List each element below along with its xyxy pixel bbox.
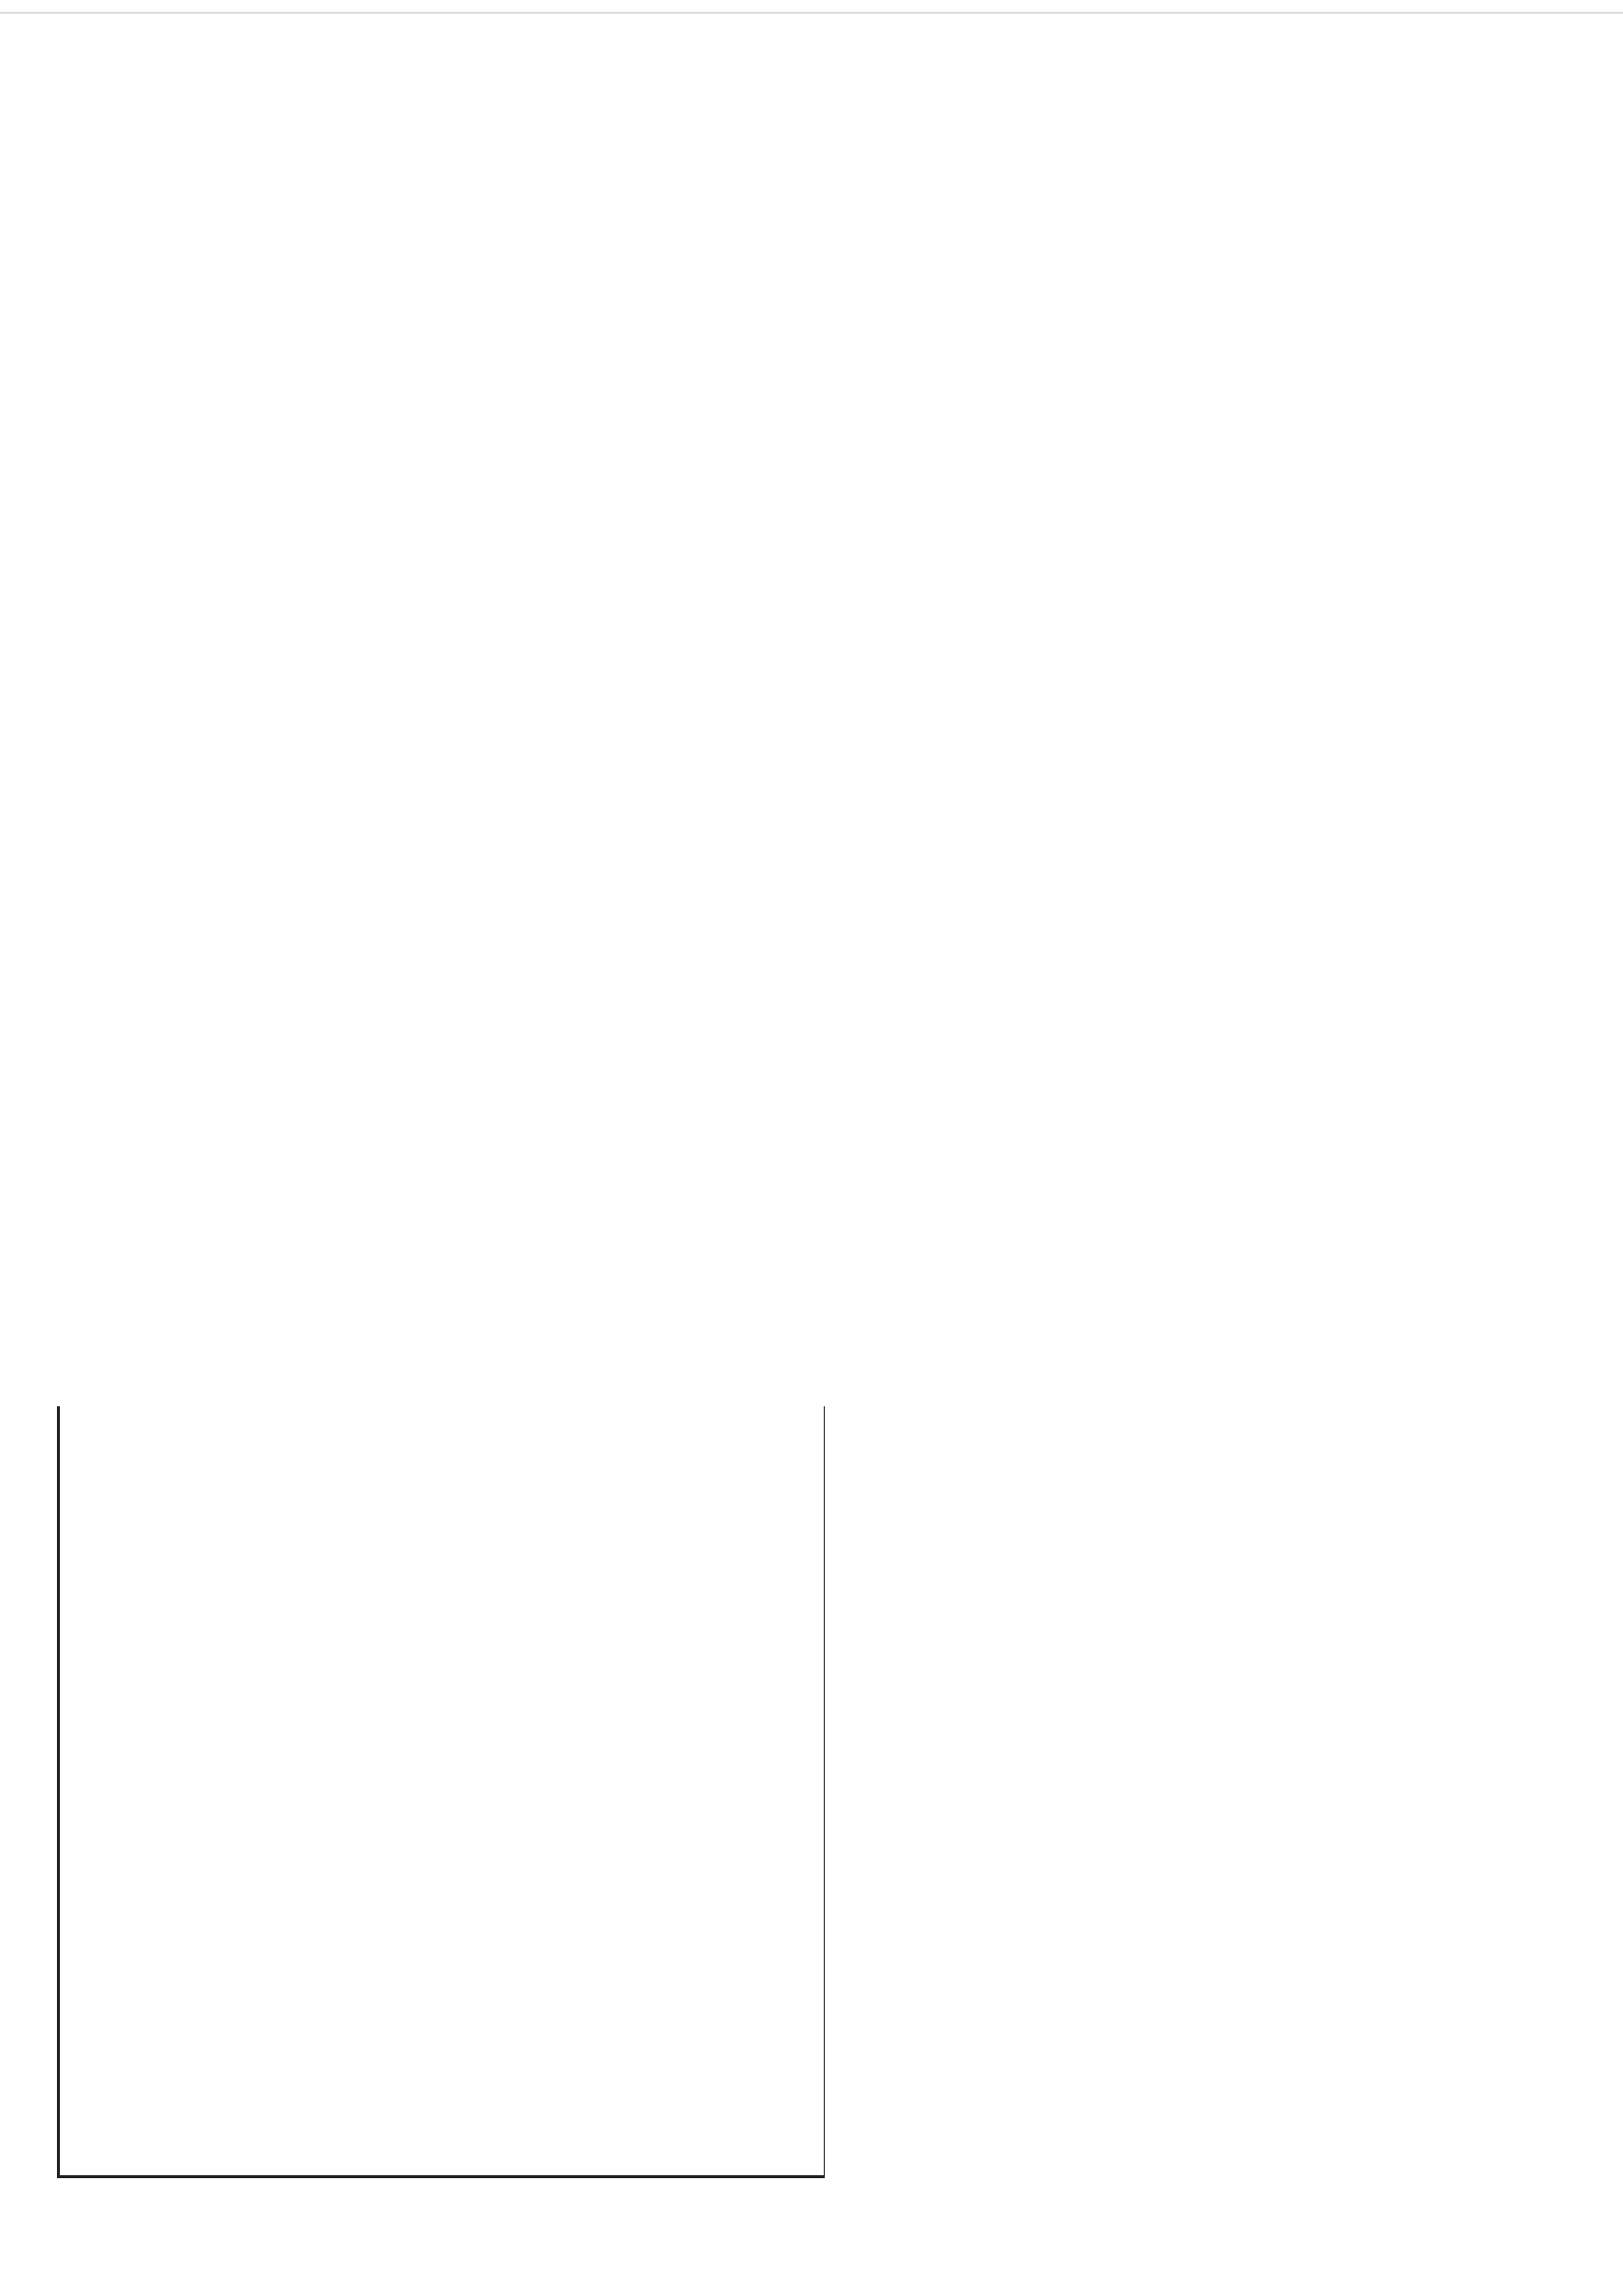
blank-area (57, 1406, 825, 2178)
scan-edge (0, 12, 1623, 14)
